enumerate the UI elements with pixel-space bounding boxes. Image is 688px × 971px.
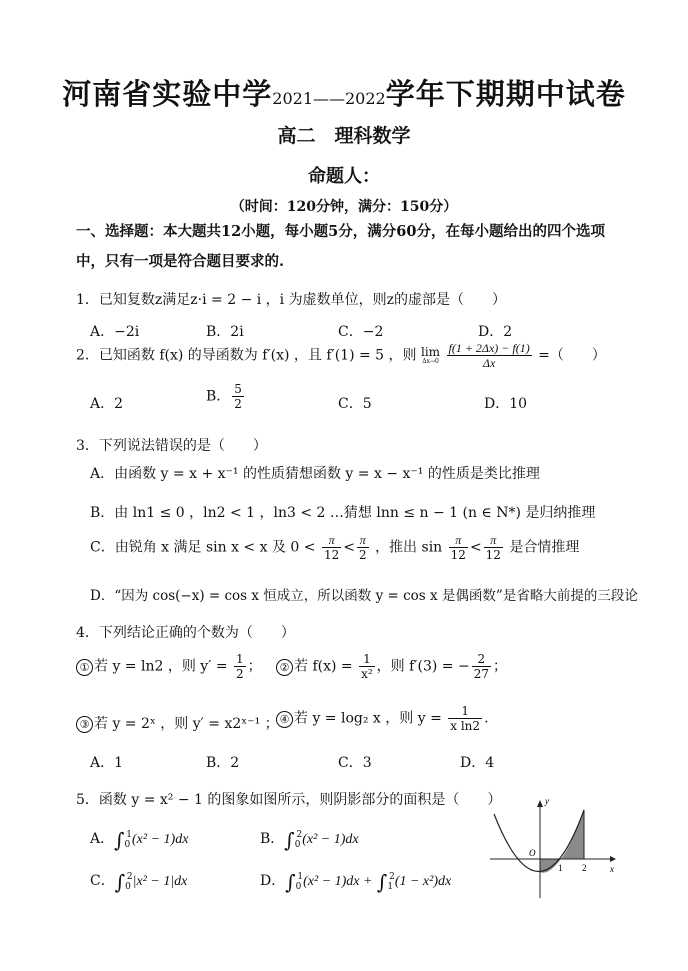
q1-option-b: B．2i (206, 324, 244, 340)
q2-stem-end: =（ ） (538, 347, 606, 364)
q2-stem-text: 2．已知函数 f(x) 的导函数为 f′(x) ，且 f′(1) = 5 ，则 (76, 347, 417, 364)
y-label: y (545, 796, 549, 806)
q2-option-b: B． $\frac{5}{2}$ (206, 382, 242, 411)
title-term: 学年下期期中试卷 (385, 77, 626, 111)
q1-stem: 1．已知复数z满足z·i = 2 − i ，i 为虚数单位，则z的虚部是（ ） (76, 292, 506, 308)
tick-label-2: 2 (582, 863, 587, 873)
x-axis-arrow (610, 856, 616, 862)
origin-label: O (529, 848, 536, 858)
q3-option-b: B．由 ln1 ≤ 0 ，ln2 < 1 ，ln3 < 2 …猜想 lnn ≤ n − 1 (n ∈ N*) 是归纳推理 (90, 505, 596, 521)
q2-limit: lim Δx→0 (420, 344, 441, 365)
q4-option-c: C．3 (338, 755, 372, 771)
y-axis-arrow (537, 800, 543, 807)
q1-option-c: C．−2 (338, 324, 384, 340)
q2-stem (76, 341, 606, 370)
q5-stem: 5．函数 y = x² − 1 的图象如图所示，则阴影部分的面积是（ ） (76, 792, 502, 808)
q3-option-d: D．“因为 cos(−x) = cos x 恒成立，所以函数 y = cos x 是偶函数”是省略大前提的三段论 (90, 588, 638, 604)
q4-stem: 4．下列结论正确的个数为（ ） (76, 625, 295, 641)
q4-item-4: ④ 若 y = log₂ x ，则 y = $\frac{1}{\text{x ln2}}$ . (276, 704, 489, 733)
q5-option-c: C．$\int_0^2|x^2 - 1|dx$ (90, 870, 188, 894)
q3-stem: 3．下列说法错误的是（ ） (76, 438, 267, 454)
q5-option-b: B．$\int_0^2(x^2 - 1)dx$ (260, 828, 359, 852)
q3-option-c: C．由锐角 x 满足 sin x < x 及 0 < $\frac{\pi}{12}$ < $\frac{\pi}{2}$ ，推出 sin $\frac{\pi}{12}$ < $\frac{\pi}{12}$ 是合情推理 (90, 533, 580, 562)
exam-time: （时间：120分钟，满分：150分） (230, 199, 458, 215)
q4-option-a: A．1 (90, 755, 124, 771)
q2-option-d: D．10 (484, 396, 528, 412)
title-school: 河南省实验中学 (62, 77, 273, 111)
q2-fraction: $\frac{f(1 + 2\Delta x) - f(1)}{\Delta x}$ (448, 341, 530, 370)
q5-graph (488, 796, 618, 900)
q4-option-d: D．4 (460, 755, 495, 771)
tick-label-1: 1 (558, 863, 563, 873)
q5-option-d: D．$\int_0^1(x^2 - 1)dx + \int_1^2(1 - x^2)dx$ (260, 870, 452, 894)
q3-option-a: A．由函数 y = x + x⁻¹ 的性质猜想函数 y = x − x⁻¹ 的性质是类比推理 (90, 466, 540, 482)
q1-option-d: D．2 (478, 324, 513, 340)
q4-option-b: B．2 (206, 755, 240, 771)
title-year: 2021——2022 (272, 89, 386, 108)
section-heading-line1: 一、选择题：本大题共12小题，每小题5分，满分60分，在每小题给出的四个选项 (76, 223, 605, 240)
q2-option-c: C．5 (338, 396, 372, 412)
q4-item-3: ③ 若 y = 2ˣ ，则 y′ = x2ˣ⁻¹ ； (76, 713, 279, 733)
parabola-curve (494, 810, 584, 872)
q2-option-a: A．2 (90, 396, 124, 412)
exam-subtitle: 高二 理科数学 (277, 125, 411, 147)
exam-author: 命题人： (308, 166, 380, 187)
section-heading-line2: 中，只有一项是符合题目要求的. (76, 253, 285, 270)
exam-title (0, 72, 688, 113)
q5-option-a: A．$\int_0^1(x^2 - 1)dx$ (90, 828, 189, 852)
q4-item-1: ① 若 y = ln2 ，则 y′ = $\frac{1}{2}$ ； (76, 652, 262, 681)
q4-item-2: ② 若 f(x) = $\frac{1}{\text{x²}}$ ，则 f′(3) = − $\frac{2}{27}$ ； (276, 652, 507, 681)
q1-option-a: A．−2i (90, 324, 140, 340)
x-label: x (610, 864, 614, 874)
